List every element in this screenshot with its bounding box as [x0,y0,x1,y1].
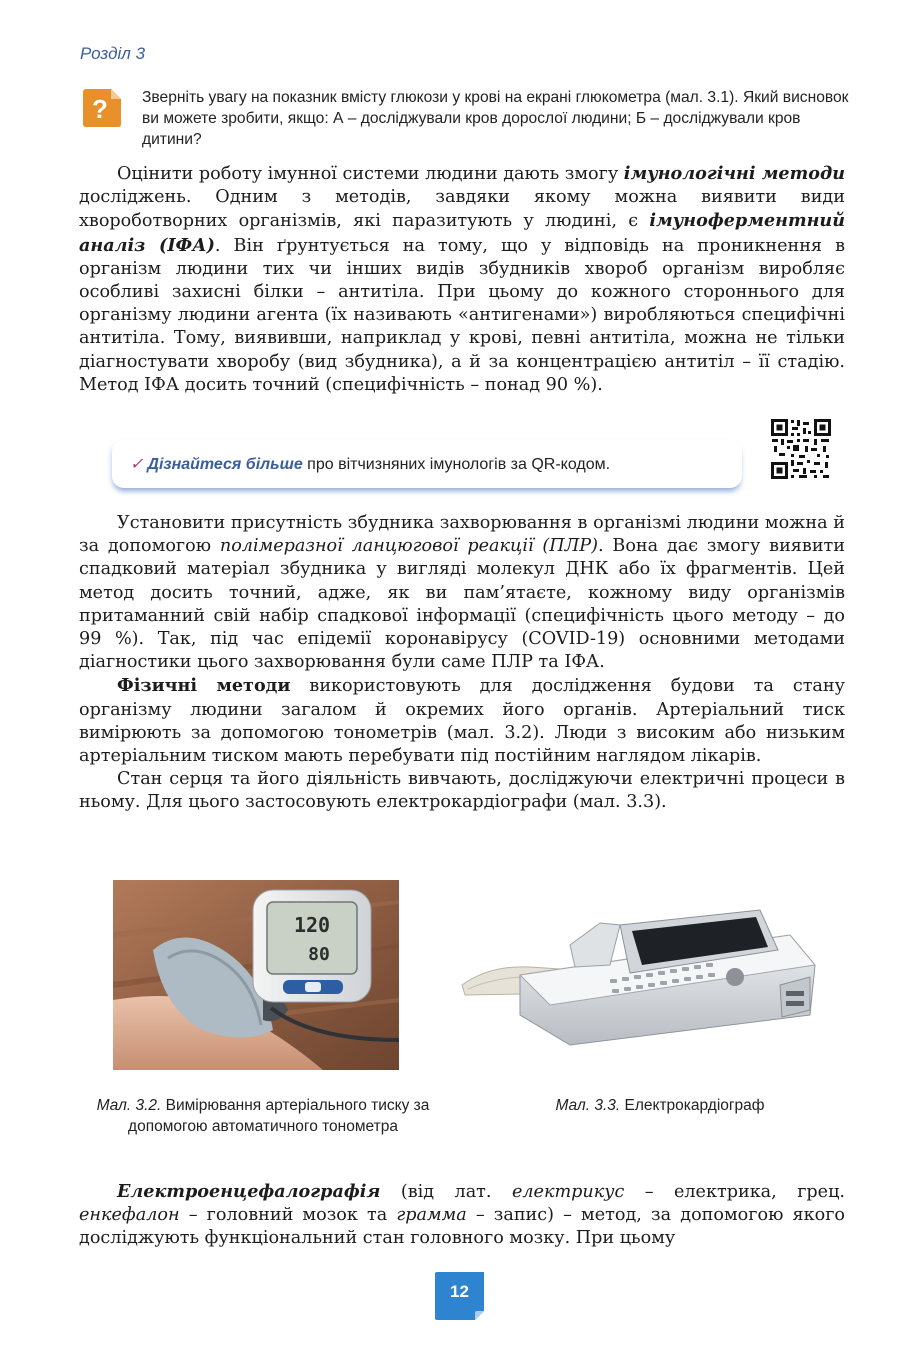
tonometer-diastolic: 80 [308,944,330,965]
term-electroencephalography: Електроенцефалографія [117,1181,381,1202]
term-pcr: полімеразної ланцюгової реакції (ПЛР) [219,536,598,557]
check-icon: ✓ [130,456,144,473]
figure-caption-tonometer: Мал. 3.2. Вимірювання артеріального тиску за допомогою автоматичного тонометра [96,1097,430,1135]
paragraph-immunological-methods: Оцінити роботу імунної системи людини дають змогу імунологічні методи досліджень. Одним з методів, завдяки якому можна виявити види хвороботворних організмів, які паразитують у людині, є імуноферментний аналіз (ІФА). Він ґрунтується на тому, що у відповідь на проникнення в організм людини тих чи інших видів збудників хвороб організм виробляє особливі захисні білки – антитіла. При цьому до кожного стороннього для організму людини агента (їх називають «антигенами») виробляються специфічні антитіла. Тому, виявивши, наприклад у крові, певні антитіла, можна не тільки діагностувати хворобу (вид збудника), а й за концентрацією антитіл – її стадію. Метод ІФА досить точний (специфічність – понад 90 %). [79,163,845,395]
paragraph-heart: Стан серця та його діяльність вивчають, досліджуючи електричні процеси в ньому. Для цього застосовують електрокардіографи (мал. 3.3). [79,769,845,813]
section-label: Розділ 3 [80,44,146,63]
qr-code-icon[interactable] [770,418,832,480]
electrocardiograph-image [460,905,820,1050]
page-number: 12 [433,1271,486,1321]
term-immunological-methods: імунологічні методи [623,163,845,184]
figure-caption-electrocardiograph: Мал. 3.3. Електрокардіограф [555,1097,765,1114]
question-mark-icon [80,88,122,128]
paragraph-electroencephalography: Електроенцефалографія (від лат. електрикус – електрика, грец. енкефалон – головний мозок та грамма – запис) – метод, за допомогою якого досліджують функціональний стан головного мозку. При цьому [79,1181,846,1249]
learn-more-text: про вітчизняних імунологів за QR-кодом. [302,456,611,473]
question-text: Зверніть увагу на показник вмісту глюкози у крові на екрані глюкометра (мал. 3.1). Який висновок ви можете зробити, якщо: А – досліджували кров дорослої людини; Б – досліджували кров дитини? [142,89,849,148]
tonometer-systolic: 120 [293,913,331,937]
term-elisa: імуноферментний аналіз (ІФА) [79,210,845,256]
svg-text:?: ? [92,94,108,124]
term-physical-methods: Фізичні методи [117,675,291,697]
paragraphs-pcr-and-physical-methods: Установити присутність збудника захворювання в організмі людини можна й за допомогою полімеразної ланцюгової реакції (ПЛР). Вона дає змогу виявити спадковий матеріал збудника у вигляді молекул ДНК або їх фрагментів. Цей метод досить точний, адже, як ви пам’ятаєте, кожному виду організмів притаманний свій набір спадкової інформації (специфічність цього методу – до 99 %). Так, під час епідемії коронавірусу (COVID-19) основними методами діагностики цього захворювання були саме ПЛР та ІФА. Фізичні методи використовують для дослідження будови та стану організму людини загалом й окремих його органів. Артеріальний тиск вимірюють за допомогою тонометрів (мал. 3.2). Люди з високим або низьким артеріальним тиском мають перебувати під постійним наглядом лікарів. Стан серця та його діяльність вивчають, досліджуючи електричні процеси в ньому. Для цього застосовують електрокардіографи (мал. 3.3). [79,512,845,815]
learn-more-box [112,440,742,488]
tonometer-image [113,880,399,1070]
learn-more-label: Дізнайтеся більше [147,456,303,473]
